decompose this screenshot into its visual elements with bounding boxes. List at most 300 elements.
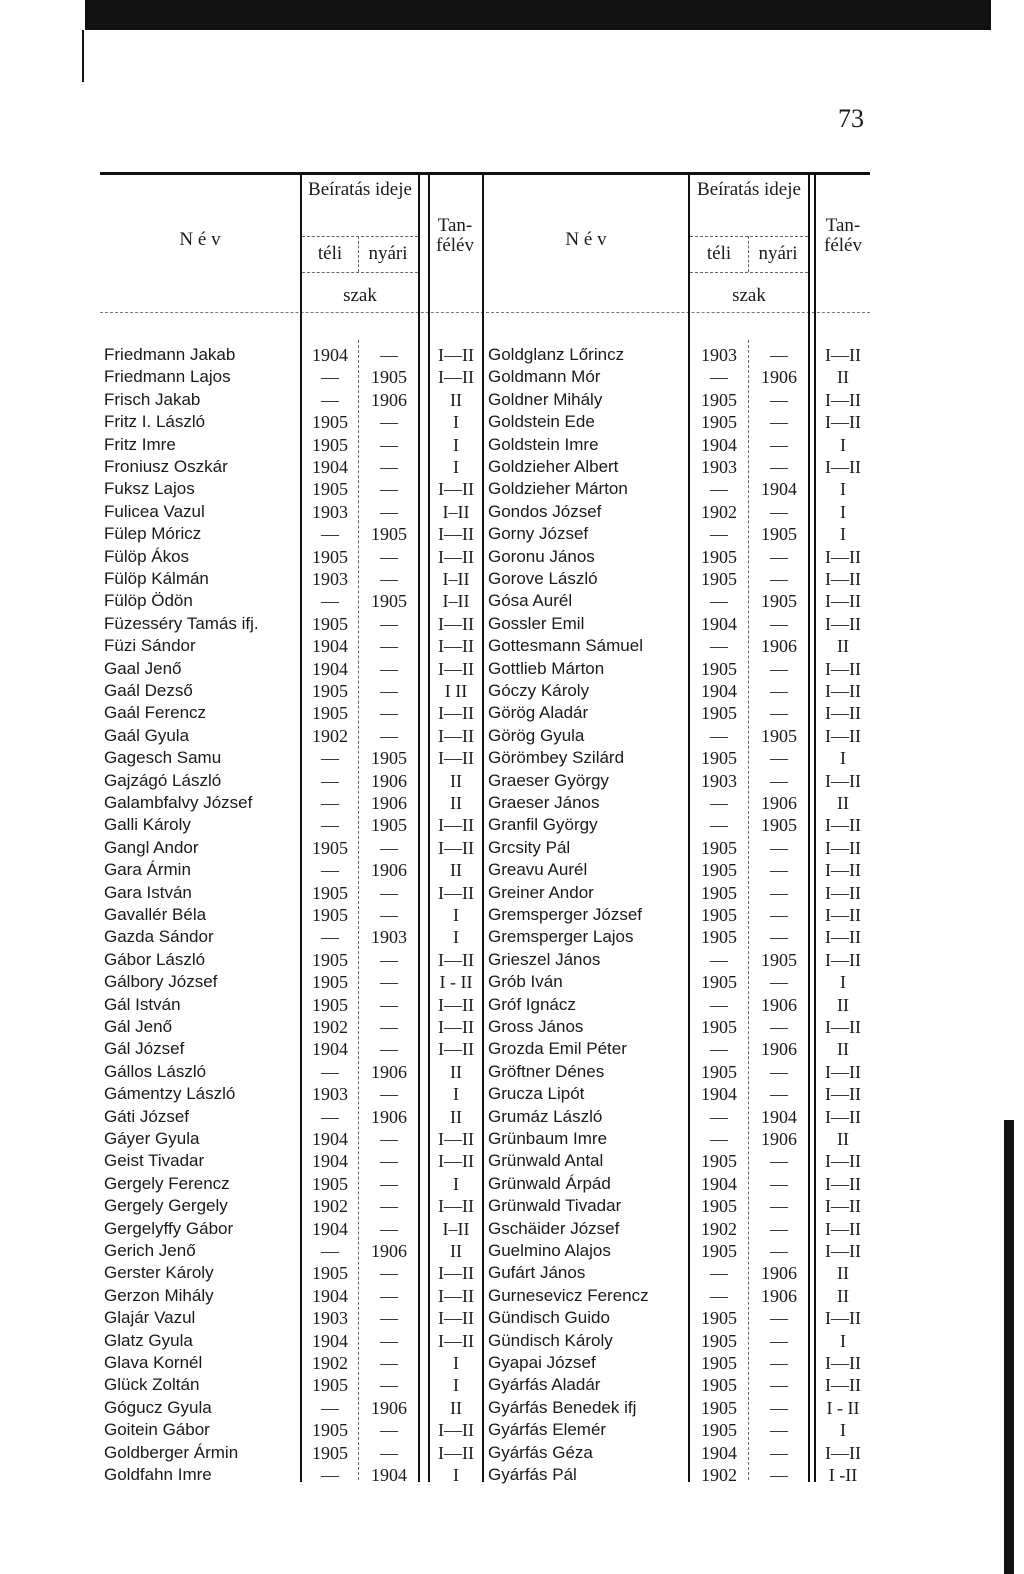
student-name: Gaál Gyula (104, 725, 190, 745)
summer-year: — (770, 1017, 788, 1037)
table-row (100, 792, 870, 814)
header-subrule (302, 236, 418, 237)
winter-year: 1903 (312, 1084, 348, 1105)
summer-year: — (380, 658, 398, 679)
winter-year: — (321, 860, 339, 881)
semester: II (837, 793, 849, 813)
summer-year: — (770, 837, 788, 858)
summer-year: — (770, 501, 788, 522)
semester: II (450, 860, 462, 881)
student-name: Gottlieb Márton (488, 658, 605, 678)
winter-year: — (710, 1106, 728, 1127)
table-row (100, 971, 870, 993)
semester: I—II (825, 412, 861, 433)
winter-year: — (710, 949, 728, 970)
student-name: Görömbey Szilárd (488, 748, 625, 768)
semester: I—II (825, 546, 861, 567)
winter-year: 1905 (312, 994, 348, 1015)
semester: I—II (825, 1196, 861, 1217)
student-name: Gáyer Gyula (104, 1129, 200, 1148)
student-name: Gündisch Guido (488, 1308, 610, 1328)
summer-year: — (770, 613, 788, 634)
student-name: Friedmann Lajos (104, 367, 231, 387)
semester: I—II (825, 815, 861, 836)
student-name: Gáti József (104, 1106, 190, 1126)
summer-year: — (770, 860, 788, 881)
summer-year: — (770, 748, 788, 769)
winter-year: — (321, 927, 339, 948)
summer-year: — (380, 994, 398, 1015)
winter-year: 1905 (701, 1353, 737, 1373)
summer-year: — (770, 1442, 788, 1463)
winter-year: — (321, 1241, 339, 1261)
student-name: Gergely Ferencz (104, 1173, 230, 1193)
semester: I—II (825, 389, 861, 410)
winter-year: 1903 (701, 345, 737, 365)
winter-year: 1905 (312, 972, 348, 993)
summer-year: 1904 (761, 1106, 797, 1127)
semester: I—II (825, 770, 861, 791)
summer-year: — (380, 636, 398, 657)
winter-year: 1904 (312, 1330, 348, 1351)
header-name: N é v (565, 229, 607, 250)
semester: I—II (825, 569, 861, 589)
winter-year: 1903 (701, 770, 737, 791)
winter-year: 1903 (312, 569, 348, 589)
table-row (100, 1218, 870, 1240)
summer-year: — (770, 1308, 788, 1329)
semester: II (837, 1285, 849, 1306)
table-row (100, 546, 870, 568)
student-name: Glava Kornél (104, 1353, 203, 1372)
winter-year: 1904 (701, 613, 737, 634)
student-name: Gara István (104, 882, 192, 902)
winter-year: 1902 (701, 1218, 737, 1239)
winter-year: 1904 (312, 345, 348, 365)
summer-year: — (770, 1353, 788, 1373)
semester: I (840, 434, 846, 455)
summer-year: 1906 (371, 793, 407, 813)
scan-margin-mark (82, 30, 84, 82)
winter-year: 1905 (312, 949, 348, 970)
winter-year: 1905 (701, 703, 737, 724)
semester: I–II (442, 591, 470, 612)
table-row (100, 635, 870, 657)
student-name: Grucza Lipót (488, 1084, 585, 1104)
winter-year: — (710, 1039, 728, 1060)
semester: II (450, 1061, 462, 1082)
semester: I—II (825, 1375, 861, 1396)
winter-year: — (321, 770, 339, 791)
summer-year: 1905 (371, 591, 407, 612)
winter-year: 1905 (701, 1061, 737, 1082)
semester: I—II (825, 1173, 861, 1194)
student-name: Glajár Vazul (104, 1308, 196, 1328)
winter-year: — (710, 524, 728, 545)
winter-year: 1905 (701, 569, 737, 589)
student-name: Gámentzy László (104, 1084, 236, 1104)
winter-year: 1905 (701, 389, 737, 410)
semester: I—II (438, 725, 474, 746)
student-name: Grumáz László (488, 1106, 603, 1126)
semester: I—II (825, 1442, 861, 1463)
summer-year: — (380, 345, 398, 365)
student-name: Füzesséry Tamás ifj. (104, 613, 259, 633)
semester: I—II (438, 1039, 474, 1060)
table-row (100, 1419, 870, 1441)
student-name: Gerich Jenő (104, 1241, 196, 1260)
summer-year: — (380, 1173, 398, 1194)
semester: II (450, 770, 462, 791)
header-term: szak (343, 285, 377, 306)
student-name: Goldfahn Imre (104, 1465, 212, 1484)
table-row (100, 1285, 870, 1307)
student-name: Gyárfás Elemér (488, 1420, 607, 1440)
student-name: Gondos József (488, 501, 602, 521)
header-winter: téli (706, 243, 732, 264)
student-name: Gremsperger Lajos (488, 927, 634, 947)
student-name: Grieszel János (488, 949, 601, 969)
winter-year: — (321, 815, 339, 836)
table-row (100, 1195, 870, 1217)
table-row (100, 389, 870, 411)
table-row (100, 1397, 870, 1419)
winter-year: — (321, 748, 339, 769)
winter-year: — (321, 1465, 339, 1485)
semester: I -II (828, 1465, 858, 1485)
table-row (100, 523, 870, 545)
semester: I–II (442, 501, 470, 522)
summer-year: 1906 (371, 389, 407, 410)
student-name: Grcsity Pál (488, 837, 571, 857)
summer-year: 1906 (371, 1241, 407, 1261)
winter-year: 1905 (312, 905, 348, 925)
winter-year: — (321, 367, 339, 388)
student-name: Gangl Andor (104, 837, 199, 857)
semester: I—II (825, 1061, 861, 1082)
winter-year: 1905 (701, 1241, 737, 1261)
winter-year: 1905 (701, 927, 737, 948)
summer-year: — (380, 501, 398, 522)
student-name: Granfil György (488, 815, 598, 835)
summer-year: — (770, 457, 788, 477)
header-enrollment: Beíratás ideje (308, 179, 412, 200)
winter-year: 1904 (701, 1173, 737, 1194)
student-name: Gróf Ignácz (488, 994, 576, 1014)
summer-year: — (770, 1218, 788, 1239)
student-name: Greiner Andor (488, 882, 594, 902)
winter-year: 1905 (701, 412, 737, 433)
summer-year: 1906 (371, 770, 407, 791)
semester: I (453, 1084, 459, 1105)
student-name: Gagesch Samu (104, 748, 222, 768)
student-name: Görög Gyula (488, 725, 585, 745)
winter-year: 1904 (312, 1039, 348, 1060)
winter-year: 1905 (701, 1420, 737, 1441)
summer-year: — (380, 681, 398, 701)
table-row (100, 702, 870, 724)
winter-year: 1905 (312, 1442, 348, 1463)
semester: I - II (439, 972, 473, 993)
winter-year: 1904 (312, 1285, 348, 1306)
summer-year: — (770, 1084, 788, 1105)
winter-year: 1905 (701, 1308, 737, 1329)
semester: I (453, 1375, 459, 1396)
semester: I—II (438, 1330, 474, 1351)
summer-year: — (380, 1442, 398, 1463)
table-row (100, 1016, 870, 1038)
table-row (100, 949, 870, 971)
student-name: Guelmino Alajos (488, 1241, 611, 1260)
summer-year: — (770, 434, 788, 455)
summer-year: — (380, 1263, 398, 1284)
summer-year: — (770, 546, 788, 567)
student-name: Frisch Jakab (104, 389, 201, 409)
summer-year: 1906 (761, 636, 797, 657)
student-name: Graeser György (488, 770, 609, 790)
semester: I—II (438, 658, 474, 679)
semester: I (453, 1465, 459, 1485)
summer-year: — (770, 882, 788, 903)
student-name: Galambfalvy József (104, 793, 253, 812)
summer-year: — (770, 770, 788, 791)
semester: I—II (438, 1196, 474, 1217)
summer-year: 1905 (761, 815, 797, 836)
student-name: Gross János (488, 1017, 584, 1036)
winter-year: — (710, 725, 728, 746)
winter-year: — (710, 815, 728, 836)
student-name: Gál Jenő (104, 1017, 173, 1036)
student-name: Gschäider József (488, 1218, 620, 1238)
winter-year: 1904 (312, 658, 348, 679)
header-subrule (690, 272, 808, 273)
student-name: Galli Károly (104, 815, 191, 835)
semester: I (453, 1353, 459, 1373)
winter-year: 1905 (312, 1420, 348, 1441)
winter-year: — (710, 1285, 728, 1306)
student-name: Görög Aladár (488, 703, 589, 723)
table-row (100, 1240, 870, 1262)
semester: I—II (438, 1151, 474, 1172)
winter-year: — (710, 994, 728, 1015)
header-name: N é v (179, 229, 221, 250)
semester: I—II (438, 1420, 474, 1441)
table-row (100, 1061, 870, 1083)
table-row (100, 478, 870, 500)
winter-year: 1905 (701, 1397, 737, 1418)
semester: I—II (825, 725, 861, 746)
table-row (100, 1083, 870, 1105)
student-name: Gaál Ferencz (104, 703, 207, 723)
summer-year: 1904 (371, 1465, 407, 1485)
table-row (100, 994, 870, 1016)
semester: I—II (825, 681, 861, 701)
student-name: Grób Iván (488, 972, 563, 992)
student-name: Glatz Gyula (104, 1330, 193, 1350)
winter-year: — (321, 389, 339, 410)
semester: II (837, 1129, 849, 1149)
semester: I—II (825, 1241, 861, 1261)
winter-year: 1902 (701, 501, 737, 522)
winter-year: 1905 (701, 905, 737, 925)
student-name: Goldberger Ármin (104, 1442, 239, 1462)
table-row (100, 1330, 870, 1352)
winter-year: — (710, 591, 728, 612)
table-row (100, 658, 870, 680)
winter-year: — (710, 367, 728, 388)
header-winter: téli (317, 243, 343, 264)
winter-year: 1905 (312, 882, 348, 903)
summer-year: 1905 (371, 748, 407, 769)
student-name: Gaal Jenő (104, 658, 182, 678)
student-name: Góguсz Gyula (104, 1397, 212, 1417)
student-name: Gara Ármin (104, 860, 191, 880)
student-name: Gaál Dezső (104, 681, 193, 700)
semester: II (450, 1106, 462, 1127)
student-name: Gábor László (104, 949, 206, 969)
table-row (100, 747, 870, 769)
summer-year: — (380, 434, 398, 455)
header-separator (100, 312, 870, 313)
summer-year: — (770, 927, 788, 948)
summer-year: — (770, 1151, 788, 1172)
winter-year: — (710, 636, 728, 657)
semester: I (453, 412, 459, 433)
header-enrollment: Beíratás ideje (697, 179, 801, 200)
winter-year: 1902 (312, 1353, 348, 1373)
semester: I—II (825, 1308, 861, 1329)
summer-year: — (770, 345, 788, 365)
semester: I—II (438, 1263, 474, 1284)
winter-year: 1905 (701, 882, 737, 903)
student-name: Greavu Aurél (488, 860, 588, 880)
semester: I (840, 524, 846, 545)
summer-year: — (770, 681, 788, 701)
winter-year: — (710, 1129, 728, 1149)
semester: I—II (825, 1106, 861, 1127)
winter-year: — (321, 524, 339, 545)
table-row (100, 882, 870, 904)
table-row (100, 1038, 870, 1060)
semester: I—II (825, 927, 861, 948)
semester: I—II (825, 949, 861, 970)
student-name: Froniusz Oszkár (104, 457, 228, 476)
semester: I—II (825, 345, 861, 365)
winter-year: 1905 (701, 546, 737, 567)
semester: II (450, 1241, 462, 1261)
winter-year: — (710, 793, 728, 813)
student-name: Goldstein Ede (488, 412, 595, 432)
semester: I (840, 1420, 846, 1441)
semester: I—II (825, 613, 861, 634)
student-name: Grozda Emil Péter (488, 1039, 627, 1059)
student-name: Goldglanz Lőrincz (488, 345, 625, 364)
semester: I—II (825, 1084, 861, 1105)
winter-year: 1905 (701, 1017, 737, 1037)
winter-year: 1905 (312, 434, 348, 455)
winter-year: 1905 (701, 860, 737, 881)
semester: I (453, 1173, 459, 1194)
summer-year: 1904 (761, 479, 797, 500)
student-name: Fritz Imre (104, 434, 176, 454)
student-name: Gósa Aurél (488, 591, 573, 611)
student-name: Goitein Gábor (104, 1420, 210, 1440)
semester: I (840, 748, 846, 769)
winter-year: — (321, 1106, 339, 1127)
table-row (100, 1442, 870, 1464)
summer-year: — (770, 389, 788, 410)
semester: I—II (438, 1017, 474, 1037)
winter-year: 1902 (312, 725, 348, 746)
summer-year: — (770, 1173, 788, 1194)
summer-year: 1906 (371, 1061, 407, 1082)
winter-year: — (321, 1397, 339, 1418)
student-name: Gufárt János (488, 1263, 586, 1283)
summer-year: — (770, 1397, 788, 1418)
header-summer: nyári (758, 243, 798, 264)
winter-year: 1903 (312, 501, 348, 522)
summer-year: — (770, 1375, 788, 1396)
winter-year: — (710, 1263, 728, 1284)
table-row (100, 344, 870, 366)
semester: I—II (438, 546, 474, 567)
student-name: Fuksz Lajos (104, 479, 195, 499)
semester: I—II (825, 837, 861, 858)
student-name: Goldzieher Márton (488, 479, 628, 499)
semester: II (837, 1039, 849, 1060)
semester: I (840, 1330, 846, 1351)
semester: I—II (438, 837, 474, 858)
student-name: Friedmann Jakab (104, 345, 236, 364)
summer-year: — (770, 658, 788, 679)
table-row (100, 1173, 870, 1195)
winter-year: 1904 (312, 1151, 348, 1172)
winter-year: 1905 (312, 1173, 348, 1194)
semester: I (453, 905, 459, 925)
table-row (100, 1150, 870, 1172)
semester: I—II (825, 860, 861, 881)
semester: I–II (442, 569, 470, 589)
summer-year: — (770, 703, 788, 724)
summer-year: — (770, 1061, 788, 1082)
semester: I—II (438, 524, 474, 545)
student-name: Gergely Gergely (104, 1196, 228, 1216)
summer-year: 1906 (371, 860, 407, 881)
student-name: Gállos László (104, 1061, 207, 1081)
summer-year: 1905 (761, 725, 797, 746)
table-row (100, 837, 870, 859)
winter-year: 1904 (701, 1442, 737, 1463)
table-row (100, 770, 870, 792)
winter-year: 1904 (312, 1218, 348, 1239)
student-name: Fülöp Kálmán (104, 569, 209, 588)
winter-year: 1903 (312, 1308, 348, 1329)
semester: I—II (825, 882, 861, 903)
summer-year: — (770, 1420, 788, 1441)
student-name: Gerzon Mihály (104, 1285, 214, 1305)
semester: I—II (825, 1151, 861, 1172)
summer-year: 1906 (371, 1397, 407, 1418)
summer-year: — (380, 1129, 398, 1149)
semester: II (450, 389, 462, 410)
summer-year: 1906 (761, 367, 797, 388)
semester: I—II (438, 815, 474, 836)
summer-year: — (380, 1196, 398, 1217)
table-row (100, 366, 870, 388)
winter-year: 1905 (701, 972, 737, 993)
summer-year: — (380, 1218, 398, 1239)
summer-year: — (380, 1151, 398, 1172)
